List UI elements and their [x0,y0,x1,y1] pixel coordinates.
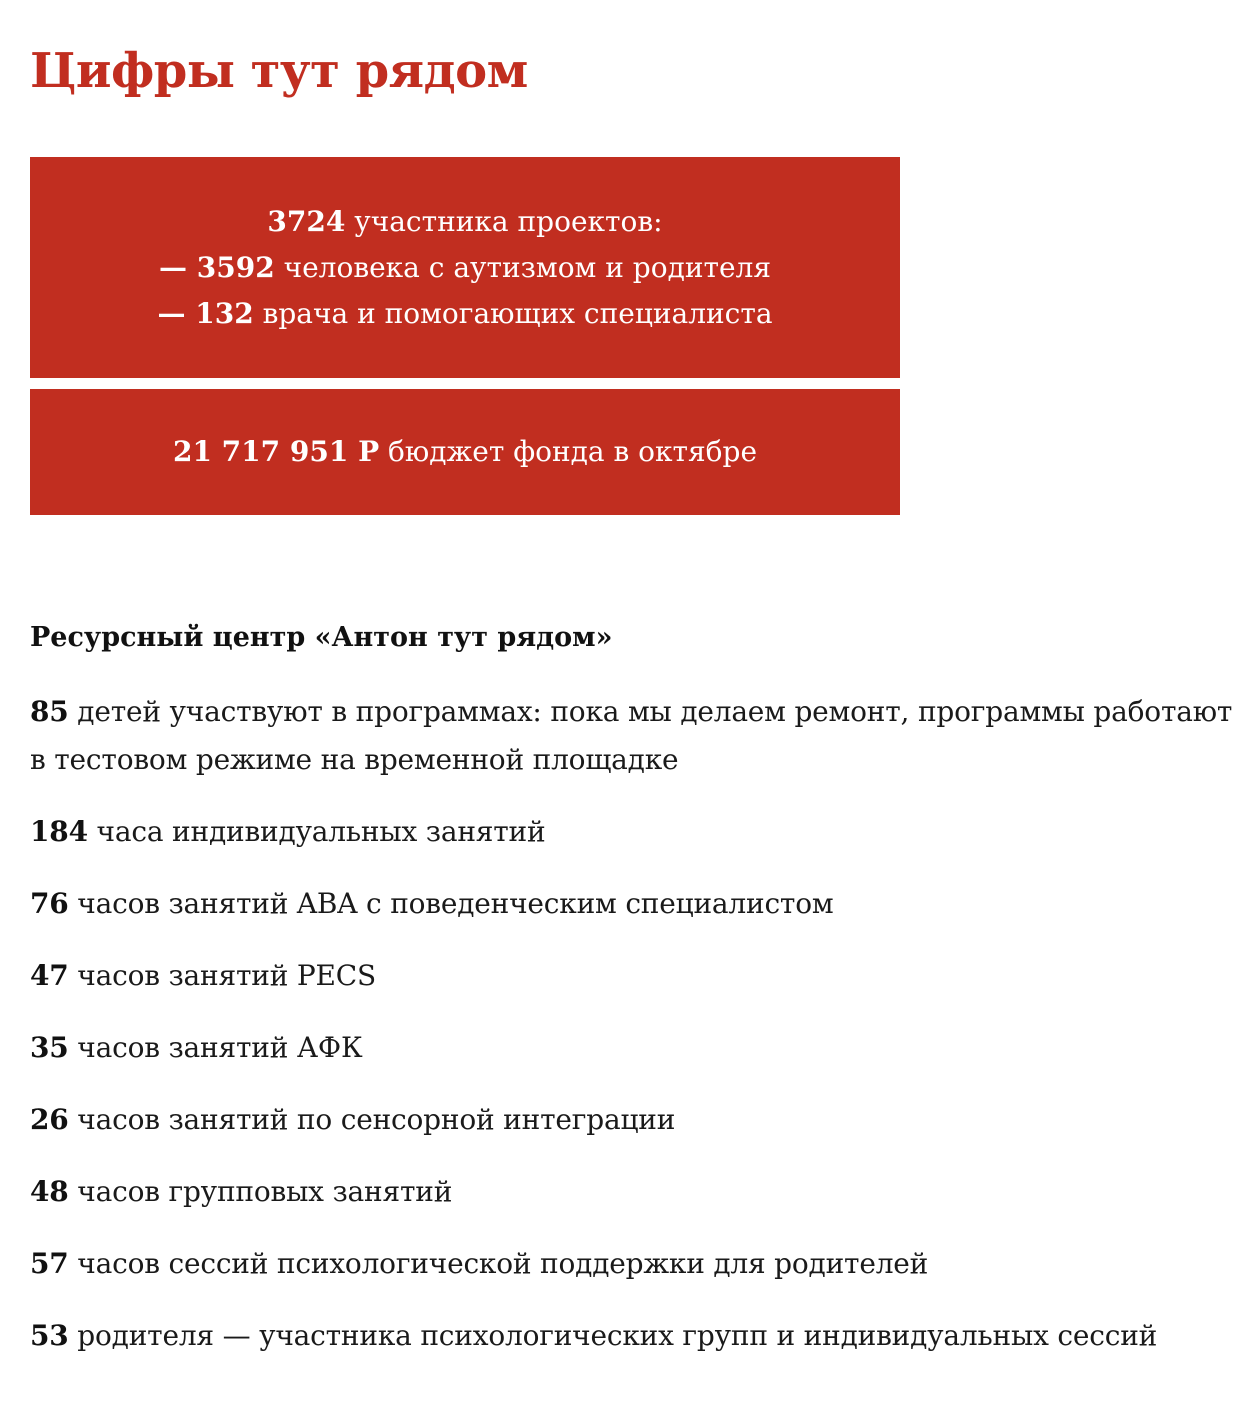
participants-total-line [30,199,900,245]
participants-total-number: 3724 [267,205,346,238]
stat-number: 26 [30,1103,69,1136]
stat-number: 76 [30,887,69,920]
people-with-autism-line [30,245,900,291]
people-with-autism-number: 3592 [196,251,275,284]
stat-text: часов групповых занятий [68,1175,453,1208]
stat-item [30,1024,1245,1072]
stat-item [30,1312,1245,1360]
specialists-prefix: — [157,297,196,330]
stat-text: часов сессий психологической поддержки для родителей [68,1247,929,1280]
people-with-autism-prefix: — [159,251,197,284]
stat-text: детей участвуют в программах: пока мы делаем ремонт, программы работают в тестовом режиме на временной площадке [30,695,1233,776]
specialists-line [30,291,900,337]
stat-text: часа индивидуальных занятий [87,815,546,848]
specialists-number: 132 [195,297,254,330]
stat-item [30,808,1245,856]
stat-number: 85 [30,695,69,728]
participants-box [30,157,900,378]
stat-item [30,688,1245,784]
stat-number: 57 [30,1247,69,1280]
stat-item [30,880,1245,928]
budget-box [30,389,900,515]
stat-item [30,1096,1245,1144]
budget-number: 21 717 951 Р [172,435,380,468]
section-heading: Ресурсный центр «Антон тут рядом» [30,622,613,653]
specialists-text: врача и помогающих специалиста [253,297,773,330]
stat-text: часов занятий по сенсорной интеграции [68,1103,676,1136]
budget-text: бюджет фонда в октябре [379,435,758,468]
stat-text: родителя — участника психологических групп и индивидуальных сессий [68,1319,1158,1352]
stat-text: часов занятий ABA с поведенческим специалистом [68,887,834,920]
stat-item [30,952,1245,1000]
people-with-autism-text: человека с аутизмом и родителя [274,251,771,284]
stat-number: 35 [30,1031,69,1064]
stat-item [30,1240,1245,1288]
stat-item [30,1168,1245,1216]
stat-number: 184 [30,815,88,848]
stats-list [30,688,1245,1384]
stat-number: 48 [30,1175,69,1208]
stat-text: часов занятий АФК [68,1031,363,1064]
stat-number: 53 [30,1319,69,1352]
page-title: Цифры тут рядом [30,43,528,99]
stat-number: 47 [30,959,69,992]
stat-text: часов занятий PECS [68,959,376,992]
participants-total-text: участника проектов: [345,205,663,238]
